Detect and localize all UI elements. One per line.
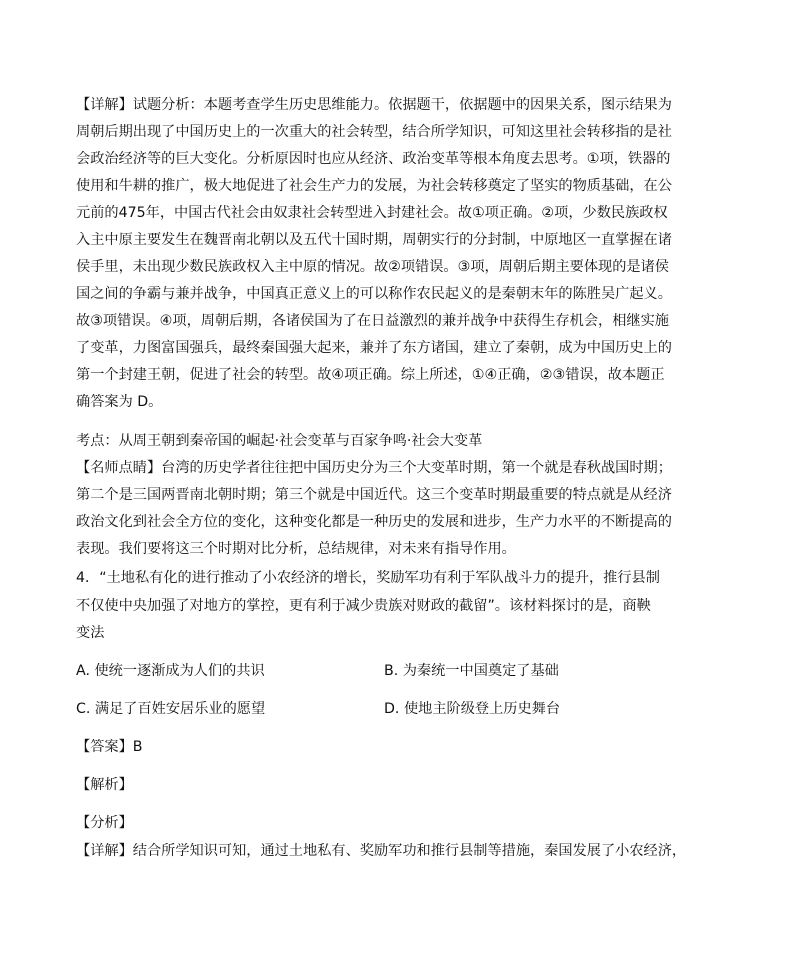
option-d: D. 使地主阶级登上历史舞台: [384, 701, 561, 717]
detail-line: 会政治经济等的巨大变化。分析原因时也应从经济、政治变革等根本角度去思考。①项，铁器的: [76, 151, 671, 167]
detail-line: 【详解】试题分析：本题考查学生历史思维能力。依据题干，依据题中的因果关系，图示结果为: [76, 97, 672, 113]
option-b: B. 为秦统一中国奠定了基础: [384, 663, 559, 679]
detail-line: 国之间的争霸与兼并战争，中国真正意义上的可以称作农民起义的是秦朝末年的陈胜吴广起义。: [76, 286, 672, 302]
detail-line: 确答案为 D。: [76, 394, 163, 410]
detail-line: 入主中原主要发生在魏晋南北朝以及五代十国时期，周朝实行的分封制，中原地区一直掌握在诸: [76, 232, 672, 248]
detail-line: 故③项错误。④项，周朝后期，各诸侯国为了在日益激烈的兼并战争中获得生存机会，相继实施: [76, 313, 669, 329]
detail-line: 第一个封建王朝，促进了社会的转型。故④项正确。综上所述，①④正确，②③错误，故本题正: [76, 367, 665, 383]
detail-line: 了变革，力图富国强兵，最终秦国强大起来，兼并了东方诸国，建立了秦朝，成为中国历史上的: [76, 340, 672, 356]
mingshi-line: 表现。我们要将这三个时期对比分析，总结规律，对未来有指导作用。: [76, 541, 516, 557]
option-a: A. 使统一逐渐成为人们的共识: [76, 663, 265, 679]
kaodian-line: 考点：从周王朝到秦帝国的崛起·社会变革与百家争鸣·社会大变革: [76, 433, 483, 449]
detail-line: 周朝后期出现了中国历史上的一次重大的社会转型，结合所学知识，可知这里社会转移指的是社: [76, 124, 672, 140]
question-line: 不仅使中央加强了对地方的掌控，更有利于减少贵族对财政的截留”。该材料探讨的是，商鞅: [76, 598, 651, 614]
detail-line: 元前的475年，中国古代社会由奴隶社会转型进入封建社会。故①项正确。②项，少数民族政权: [76, 205, 668, 221]
mingshi-line: 【名师点睛】台湾的历史学者往往把中国历史分为三个大变革时期，第一个就是春秋战国时期；: [76, 460, 672, 476]
question-line: 变法: [76, 625, 105, 641]
mingshi-line: 第二个是三国两晋南北朝时期；第三个就是中国近代。这三个变革时期最重要的特点就是从经济: [76, 487, 672, 503]
answer-label: 【答案】B: [76, 739, 143, 755]
detail2-line: 【详解】结合所学知识可知，通过土地私有、奖励军功和推行县制等措施，秦国发展了小农经济，: [76, 843, 687, 859]
option-c: C. 满足了百姓安居乐业的愿望: [76, 701, 266, 717]
mingshi-line: 政治文化到社会全方位的变化，这种变化都是一种历史的发展和进步，生产力水平的不断提高的: [76, 514, 672, 530]
fenxi-label: 【分析】: [76, 815, 133, 831]
question-line: 4．“土地私有化的进行推动了小农经济的增长，奖励军功有利于军队战斗力的提升，推行县制: [76, 570, 660, 586]
jiexi-label: 【解析】: [76, 777, 133, 793]
detail-line: 侯手里，未出现少数民族政权入主中原的情况。故②项错误。③项，周朝后期主要体现的是诸侯: [76, 259, 669, 275]
detail-line: 使用和牛耕的推广，极大地促进了社会生产力的发展，为社会转移奠定了坚实的物质基础，在公: [76, 178, 672, 194]
